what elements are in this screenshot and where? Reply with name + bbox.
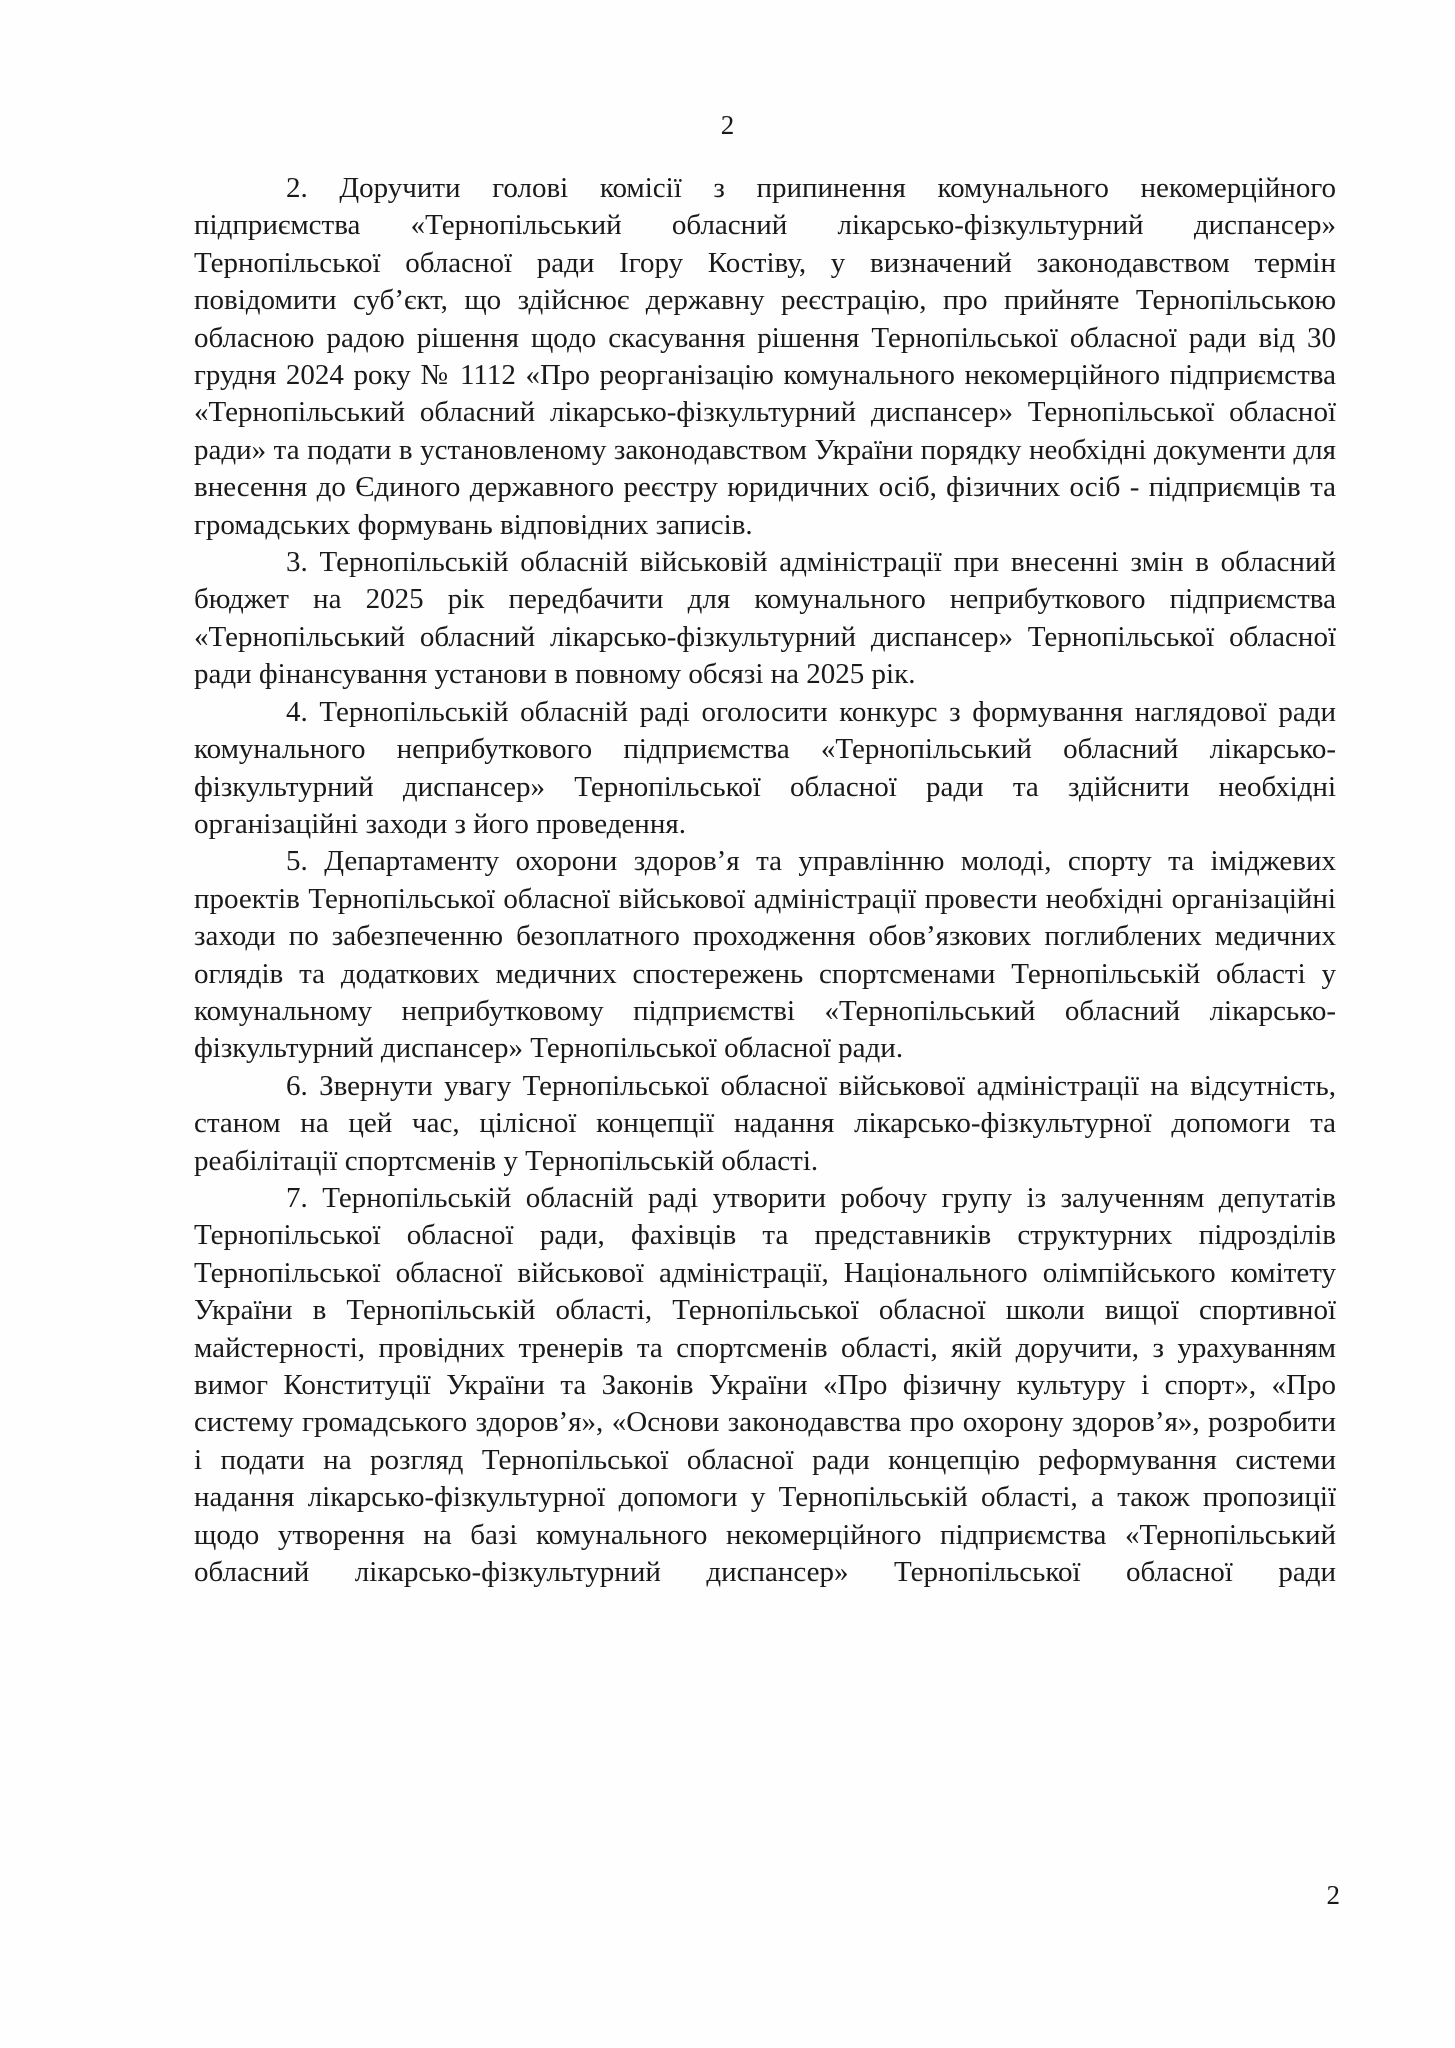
document-body (194, 170, 1336, 1591)
paragraph-5: 5. Департаменту охорони здоров’я та управлінню молоді, спорту та іміджевих проектів Тернопільської обласної військової адміністрації провести необхідні організаційні заходи по забезпеченню безоплатного проходження обов’язкових поглиблених медичних оглядів та додаткових медичних спостережень спортсменами Тернопільській області у комунальному неприбутковому підприємстві «Тернопільський обласний лікарсько-фізкультурний диспансер» Тернопільської обласної ради. (194, 845, 1336, 1065)
paragraph-4: 4. Тернопільській обласній раді оголосити конкурс з формування наглядової ради комунального неприбуткового підприємства «Тернопільський обласний лікарсько-фізкультурний диспансер» Тернопільської обласної ради та здійснити необхідні організаційні заходи з його проведення. (194, 695, 1336, 840)
paragraph-7: 7. Тернопільській обласній раді утворити робочу групу із залученням депутатів Тернопільської обласної ради, фахівців та представників структурних підрозділів Тернопільської обласної військової адміністрації, Національного олімпійського комітету України в Тернопільській області, Тернопільської обласної школи вищої спортивної майстерності, провідних тренерів та спортсменів області, якій доручити, з урахуванням вимог Конституції України та Законів України «Про фізичну культуру і спорт», «Про систему громадського здоров’я», «Основи законодавства про охорону здоров’я», розробити і подати на розгляд Тернопільської обласної ради концепцію реформування системи надання лікарсько-фізкультурної допомоги у Тернопільській області, а також пропозиції щодо утворення на базі комунального некомерційного підприємства «Тернопільський обласний лікарсько-фізкультурний диспансер» Тернопільської обласної ради (194, 1181, 1336, 1589)
page-number-bottom: 2 (1326, 1880, 1340, 1910)
paragraph-3: 3. Тернопільській обласній військовій адміністрації при внесенні змін в обласний бюджет на 2025 рік передбачити для комунального неприбуткового підприємства «Тернопільський обласний лікарсько-фізкультурний диспансер» Тернопільської обласної ради фінансування установи в повному обсязі на 2025 рік. (194, 546, 1336, 691)
page-number-top: 2 (720, 110, 735, 140)
paragraph-6: 6. Звернути увагу Тернопільської обласної військової адміністрації на відсутність, станом на цей час, цілісної концепції надання лікарсько-фізкультурної допомоги та реабілітації спортсменів у Тернопільській області. (194, 1069, 1336, 1177)
paragraph-2: 2. Доручити голові комісії з припинення комунального некомерційного підприємства «Тернопільський обласний лікарсько-фізкультурний диспансер» Тернопільської обласної ради Ігору Костіву, у визначений законодавством термін повідомити суб’єкт, що здійснює державну реєстрацію, про прийняте Тернопільською обласною радою рішення щодо скасування рішення Тернопільської обласної ради від 30 грудня 2024 року № 1112 «Про реорганізацію комунального некомерційного підприємства «Тернопільський обласний лікарсько-фізкультурний диспансер» Тернопільської обласної ради» та подати в установленому законодавством України порядку необхідні документи для внесення до Єдиного державного реєстру юридичних осіб, фізичних осіб - підприємців та громадських формувань відповідних записів. (194, 172, 1336, 541)
